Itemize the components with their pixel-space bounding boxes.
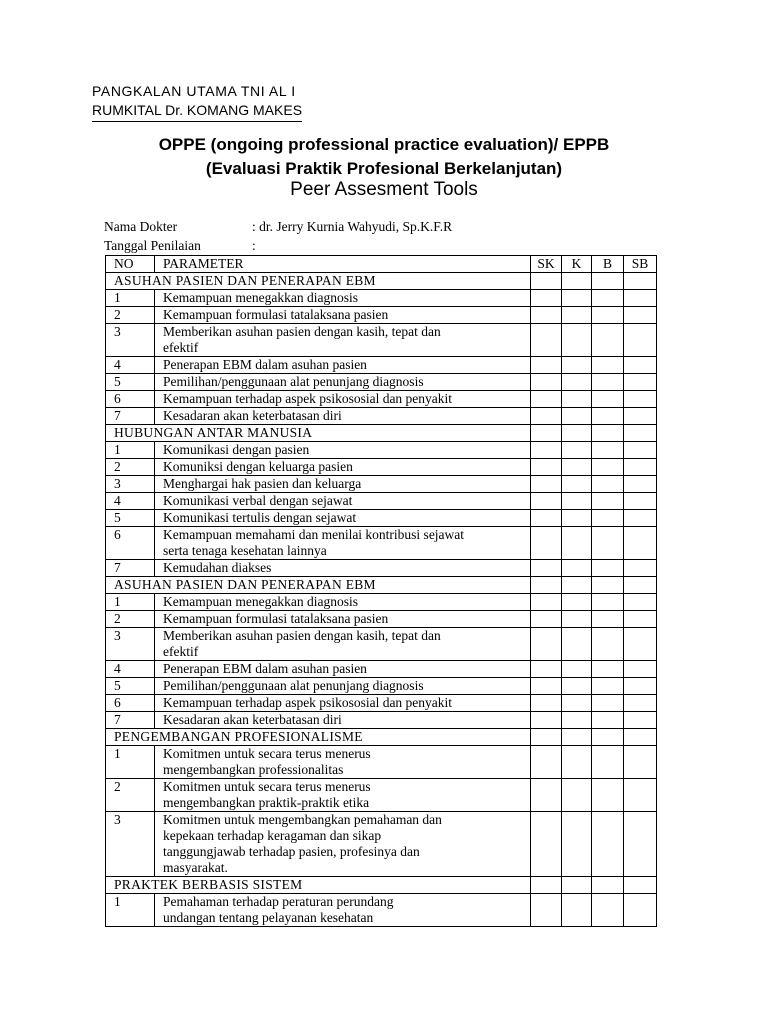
score-cell[interactable] [531,695,562,712]
score-cell[interactable] [624,577,657,594]
row-number: 1 [106,894,155,927]
score-cell[interactable] [592,594,624,611]
score-cell[interactable] [562,712,592,729]
table-row [106,442,657,459]
table-row [106,324,657,357]
score-cell[interactable] [624,307,657,324]
score-cell[interactable] [531,391,562,408]
header-b: B [592,256,624,273]
section-row [106,877,657,894]
row-number: 2 [106,779,155,812]
score-cell[interactable] [624,560,657,577]
doctor-name-value: : dr. Jerry Kurnia Wahyudi, Sp.K.F.R [252,219,453,234]
score-cell[interactable] [531,661,562,678]
score-cell[interactable] [531,307,562,324]
parameter-text: Kemampuan memahami dan menilai kontribusi sejawat [163,527,465,542]
parameter-cell [155,779,531,812]
header-sb: SB [624,256,657,273]
score-cell[interactable] [562,812,592,877]
score-cell[interactable] [592,678,624,695]
row-number: 4 [106,357,155,374]
score-cell[interactable] [624,273,657,290]
parameter-text: serta tenaga kesehatan lainnya [163,543,327,558]
score-cell[interactable] [592,628,624,661]
table-row [106,894,657,927]
score-cell[interactable] [562,577,592,594]
section-row [106,273,657,290]
parameter-cell [155,476,531,493]
row-number: 6 [106,695,155,712]
score-cell[interactable] [624,729,657,746]
header-sk: SK [531,256,562,273]
table-row [106,357,657,374]
assessment-date-value: : [252,238,256,253]
parameter-text: Pemilihan/penggunaan alat penunjang diagnosis [163,374,424,389]
score-cell[interactable] [592,374,624,391]
score-cell[interactable] [531,746,562,779]
score-cell[interactable] [592,273,624,290]
score-cell[interactable] [531,560,562,577]
score-cell[interactable] [531,611,562,628]
table-row [106,527,657,560]
score-cell[interactable] [531,812,562,877]
table-header-row [106,256,657,273]
score-cell[interactable] [592,877,624,894]
parameter-text: Komunikasi tertulis dengan sejawat [163,510,357,525]
row-number: 6 [106,391,155,408]
table-row [106,374,657,391]
parameter-text: Pemahaman terhadap peraturan perundang [163,894,394,909]
parameter-text: Memberikan asuhan pasien dengan kasih, tepat dan [163,324,441,339]
parameter-text: Komitmen untuk secara terus menerus [163,746,371,761]
section-row [106,425,657,442]
score-cell[interactable] [624,510,657,527]
score-cell[interactable] [624,695,657,712]
score-cell[interactable] [624,594,657,611]
score-cell[interactable] [562,729,592,746]
score-cell[interactable] [531,577,562,594]
parameter-cell [155,290,531,307]
parameter-text: Komuniksi dengan keluarga pasien [163,459,353,474]
score-cell[interactable] [562,391,592,408]
score-cell[interactable] [531,527,562,560]
score-cell[interactable] [531,476,562,493]
parameter-text: mengembangkan professionalitas [163,762,344,777]
parameter-cell [155,695,531,712]
section-row [106,729,657,746]
parameter-text: Kemampuan terhadap aspek psikososial dan penyakit [163,695,453,710]
institution-name: PANGKALAN UTAMA TNI AL I [92,83,296,99]
score-cell[interactable] [624,425,657,442]
score-cell[interactable] [624,442,657,459]
score-cell[interactable] [592,661,624,678]
parameter-text: masyarakat. [163,860,228,875]
score-cell[interactable] [592,577,624,594]
hospital-name: RUMKITAL Dr. KOMANG MAKES [92,101,302,122]
score-cell[interactable] [531,594,562,611]
table-row [106,678,657,695]
score-cell[interactable] [562,273,592,290]
score-cell[interactable] [592,560,624,577]
table-row [106,746,657,779]
score-cell[interactable] [562,661,592,678]
parameter-text: kepekaan terhadap keragaman dan sikap [163,828,382,843]
score-cell[interactable] [531,290,562,307]
row-number: 5 [106,374,155,391]
assessment-date-row [104,238,256,254]
score-cell[interactable] [624,678,657,695]
table-row [106,628,657,661]
score-cell[interactable] [624,476,657,493]
score-cell[interactable] [562,877,592,894]
score-cell[interactable] [531,408,562,425]
parameter-cell [155,560,531,577]
score-cell[interactable] [562,894,592,927]
parameter-text: Komitmen untuk mengembangkan pemahaman dan [163,812,442,827]
parameter-cell [155,391,531,408]
row-number: 1 [106,594,155,611]
score-cell[interactable] [531,779,562,812]
row-number: 6 [106,527,155,560]
score-cell[interactable] [592,307,624,324]
score-cell[interactable] [562,678,592,695]
score-cell[interactable] [624,391,657,408]
row-number: 1 [106,290,155,307]
header-no: NO [106,256,155,273]
score-cell[interactable] [592,894,624,927]
score-cell[interactable] [592,779,624,812]
parameter-text: efektif [163,644,199,659]
table-row [106,560,657,577]
score-cell[interactable] [624,628,657,661]
parameter-text: Penerapan EBM dalam asuhan pasien [163,661,367,676]
table-row [106,661,657,678]
header-parameter: PARAMETER [155,256,531,273]
evaluation-table [105,255,657,927]
score-cell[interactable] [531,712,562,729]
form-tool-name: Peer Assesment Tools [290,179,478,200]
score-cell[interactable] [624,408,657,425]
row-number: 4 [106,493,155,510]
score-cell[interactable] [592,425,624,442]
score-cell[interactable] [531,678,562,695]
parameter-text: Kemudahan diakses [163,560,272,575]
table-row [106,493,657,510]
score-cell[interactable] [531,273,562,290]
score-cell[interactable] [562,628,592,661]
parameter-cell [155,661,531,678]
section-title: ASUHAN PASIEN DAN PENERAPAN EBM [106,273,531,290]
score-cell[interactable] [624,712,657,729]
section-row [106,577,657,594]
parameter-cell [155,712,531,729]
table-row [106,510,657,527]
parameter-cell [155,628,531,661]
score-cell[interactable] [562,560,592,577]
score-cell[interactable] [562,408,592,425]
score-cell[interactable] [531,442,562,459]
parameter-cell [155,611,531,628]
score-cell[interactable] [624,746,657,779]
parameter-text: mengembangkan praktik-praktik etika [163,795,370,810]
score-cell[interactable] [592,290,624,307]
section-title: PRAKTEK BERBASIS SISTEM [106,877,531,894]
parameter-text: Kemampuan formulasi tatalaksana pasien [163,307,389,322]
score-cell[interactable] [531,493,562,510]
table-row [106,611,657,628]
score-cell[interactable] [592,812,624,877]
score-cell[interactable] [531,425,562,442]
score-cell[interactable] [562,527,592,560]
parameter-text: Komunikasi dengan pasien [163,442,310,457]
row-number: 2 [106,611,155,628]
parameter-cell [155,812,531,877]
parameter-cell [155,894,531,927]
header-k: K [562,256,592,273]
table-row [106,459,657,476]
row-number: 2 [106,307,155,324]
score-cell[interactable] [624,779,657,812]
score-cell[interactable] [624,357,657,374]
score-cell[interactable] [562,695,592,712]
parameter-cell [155,527,531,560]
score-cell[interactable] [592,476,624,493]
parameter-text: Menghargai hak pasien dan keluarga [163,476,362,491]
score-cell[interactable] [562,611,592,628]
score-cell[interactable] [624,374,657,391]
row-number: 7 [106,712,155,729]
score-cell[interactable] [562,425,592,442]
doctor-name-label: Nama Dokter [104,219,178,234]
score-cell[interactable] [592,493,624,510]
score-cell[interactable] [592,527,624,560]
table-row [106,712,657,729]
parameter-cell [155,408,531,425]
row-number: 5 [106,510,155,527]
score-cell[interactable] [562,476,592,493]
parameter-text: undangan tentang pelayanan kesehatan [163,910,374,925]
score-cell[interactable] [592,510,624,527]
row-number: 7 [106,408,155,425]
institution-header [92,82,302,122]
row-number: 2 [106,459,155,476]
score-cell[interactable] [531,877,562,894]
score-cell[interactable] [531,894,562,927]
table-row [106,408,657,425]
score-cell[interactable] [592,442,624,459]
section-title: HUBUNGAN ANTAR MANUSIA [106,425,531,442]
score-cell[interactable] [624,493,657,510]
section-title: ASUHAN PASIEN DAN PENERAPAN EBM [106,577,531,594]
parameter-cell [155,374,531,391]
parameter-text: Kesadaran akan keterbatasan diri [163,408,342,423]
parameter-text: Komitmen untuk secara terus menerus [163,779,371,794]
score-cell[interactable] [624,661,657,678]
parameter-cell [155,442,531,459]
score-cell[interactable] [562,324,592,357]
row-number: 3 [106,476,155,493]
table-body [106,273,657,927]
table-row [106,695,657,712]
parameter-text: Kemampuan menegakkan diagnosis [163,290,358,305]
row-number: 3 [106,628,155,661]
score-cell[interactable] [624,812,657,877]
score-cell[interactable] [624,290,657,307]
score-cell[interactable] [562,290,592,307]
parameter-text: Komunikasi verbal dengan sejawat [163,493,353,508]
score-cell[interactable] [592,324,624,357]
parameter-text: Kesadaran akan keterbatasan diri [163,712,342,727]
row-number: 4 [106,661,155,678]
score-cell[interactable] [531,459,562,476]
score-cell[interactable] [592,459,624,476]
table-row [106,476,657,493]
parameter-text: Kemampuan terhadap aspek psikososial dan penyakit [163,391,453,406]
score-cell[interactable] [592,611,624,628]
parameter-cell [155,357,531,374]
score-cell[interactable] [562,493,592,510]
form-title: OPPE (ongoing professional practice evaluation)/ EPPB [158,135,610,154]
score-cell[interactable] [592,712,624,729]
parameter-text: Memberikan asuhan pasien dengan kasih, tepat dan [163,628,441,643]
score-cell[interactable] [562,459,592,476]
score-cell[interactable] [531,628,562,661]
parameter-text: Kemampuan menegakkan diagnosis [163,594,358,609]
score-cell[interactable] [592,746,624,779]
score-cell[interactable] [624,877,657,894]
score-cell[interactable] [592,357,624,374]
parameter-text: Pemilihan/penggunaan alat penunjang diagnosis [163,678,424,693]
score-cell[interactable] [592,391,624,408]
parameter-text: Kemampuan formulasi tatalaksana pasien [163,611,389,626]
parameter-cell [155,594,531,611]
score-cell[interactable] [562,357,592,374]
parameter-cell [155,746,531,779]
table-row [106,779,657,812]
row-number: 5 [106,678,155,695]
doctor-name-row [104,219,452,235]
assessment-date-label: Tanggal Penilaian [104,238,201,253]
parameter-cell [155,324,531,357]
score-cell[interactable] [624,527,657,560]
parameter-cell [155,510,531,527]
score-cell[interactable] [562,594,592,611]
table-row [106,594,657,611]
parameter-text: tanggungjawab terhadap pasien, profesinya dan [163,844,420,859]
parameter-cell [155,493,531,510]
score-cell[interactable] [531,324,562,357]
score-cell[interactable] [562,307,592,324]
score-cell[interactable] [624,459,657,476]
score-cell[interactable] [592,408,624,425]
table-row [106,391,657,408]
table-row [106,307,657,324]
parameter-cell [155,678,531,695]
score-cell[interactable] [531,510,562,527]
score-cell[interactable] [624,611,657,628]
score-cell[interactable] [562,510,592,527]
score-cell[interactable] [562,442,592,459]
parameter-cell [155,307,531,324]
table-row [106,290,657,307]
parameter-text: efektif [163,340,199,355]
score-cell[interactable] [562,374,592,391]
score-cell[interactable] [531,374,562,391]
row-number: 3 [106,324,155,357]
row-number: 7 [106,560,155,577]
table-row [106,812,657,877]
score-cell[interactable] [531,729,562,746]
parameter-text: Penerapan EBM dalam asuhan pasien [163,357,367,372]
row-number: 1 [106,442,155,459]
score-cell[interactable] [562,746,592,779]
row-number: 3 [106,812,155,877]
score-cell[interactable] [562,779,592,812]
score-cell[interactable] [592,695,624,712]
score-cell[interactable] [531,357,562,374]
parameter-cell [155,459,531,476]
row-number: 1 [106,746,155,779]
score-cell[interactable] [624,324,657,357]
section-title: PENGEMBANGAN PROFESIONALISME [106,729,531,746]
form-subtitle: (Evaluasi Praktik Profesional Berkelanjutan) [205,159,563,178]
score-cell[interactable] [592,729,624,746]
score-cell[interactable] [624,894,657,927]
